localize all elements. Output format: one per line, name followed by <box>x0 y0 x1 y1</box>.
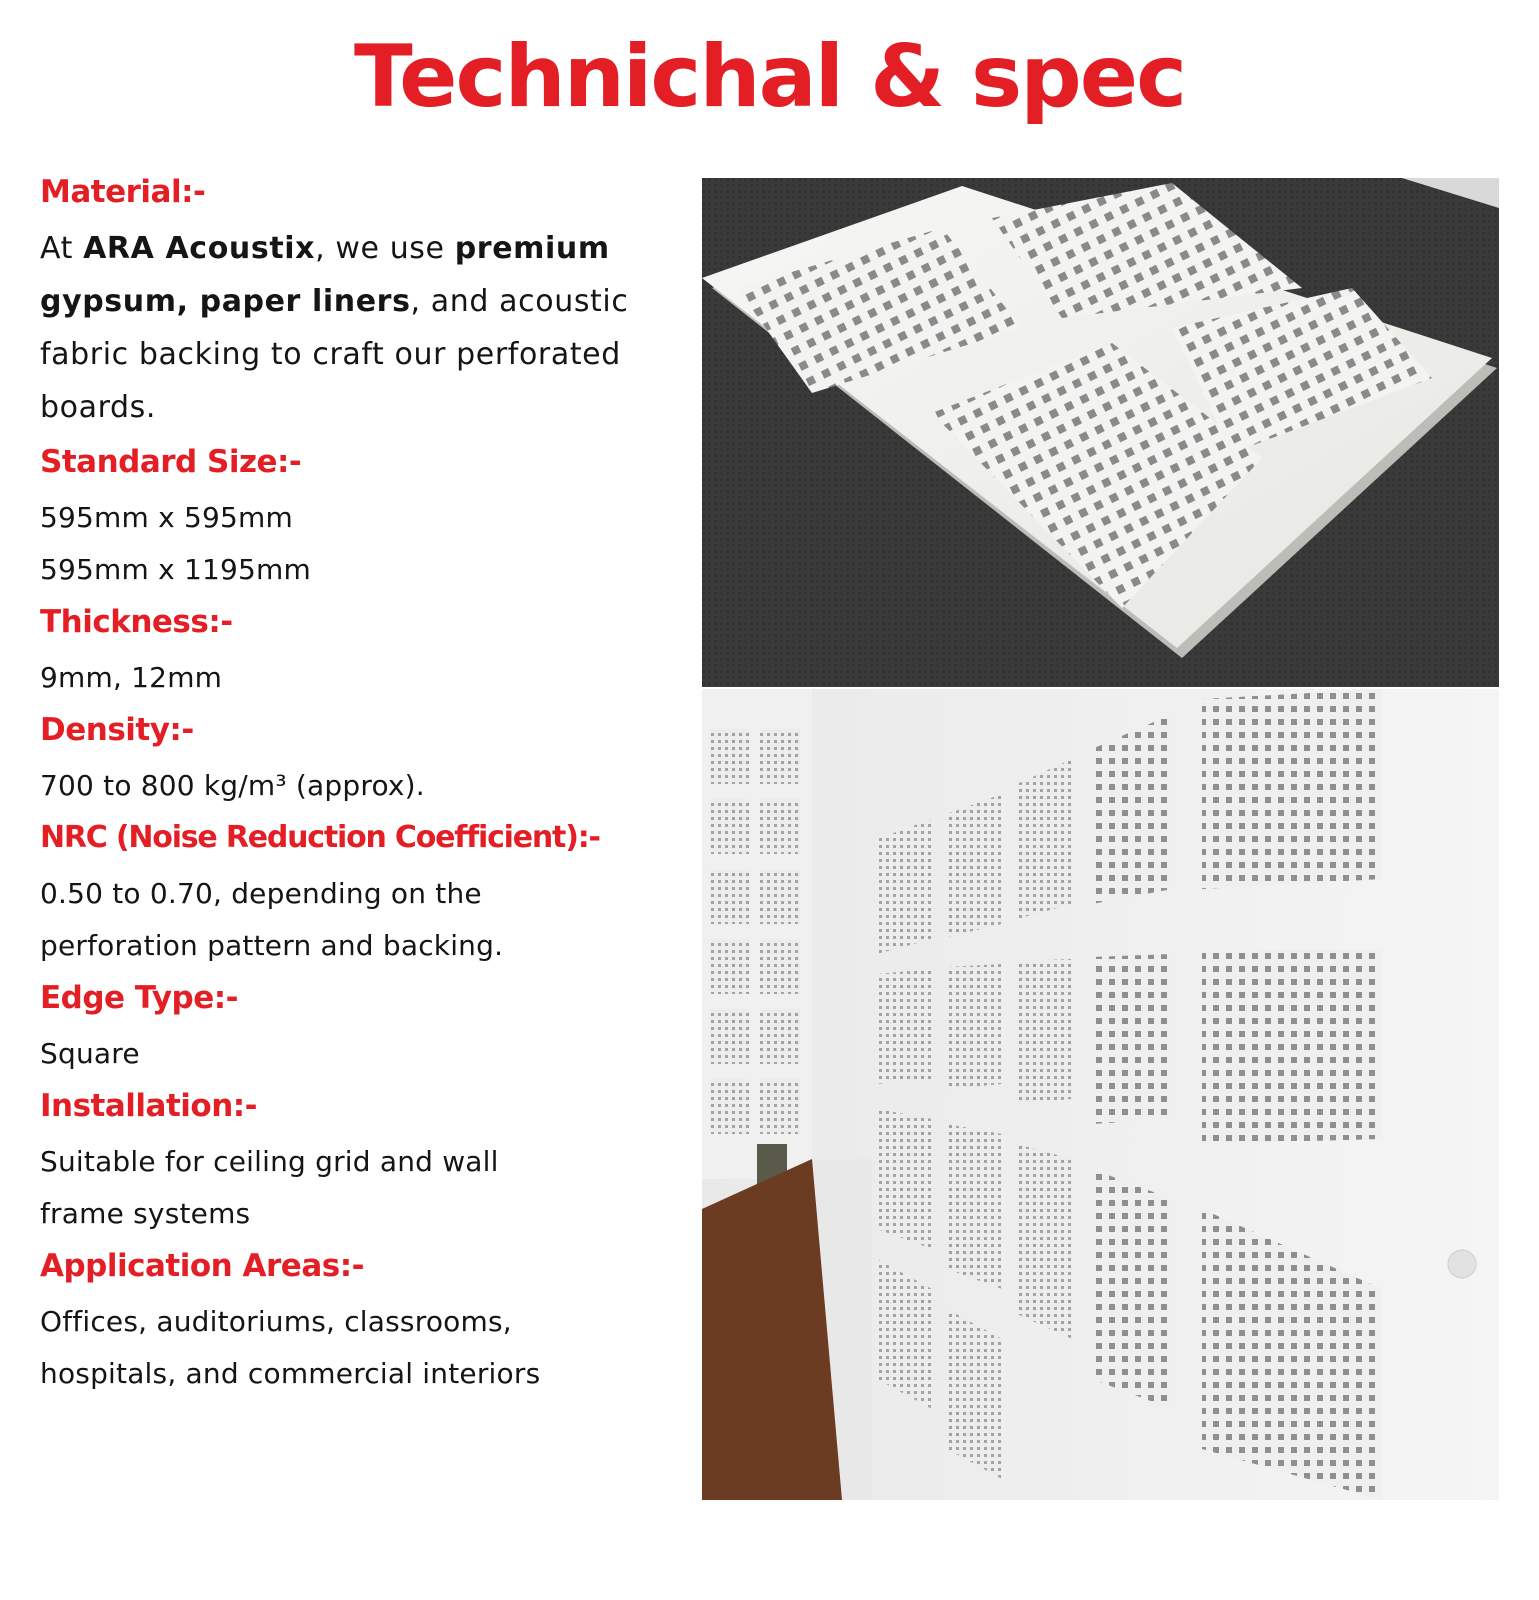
edge-type-value: Square <box>40 1037 140 1070</box>
standard-size-line: 595mm x 1195mm <box>40 553 311 586</box>
page-title: Technichal & spec <box>353 27 1186 127</box>
edge-type-heading: Edge Type:- <box>40 980 239 1016</box>
application-areas-heading: Application Areas:- <box>40 1248 364 1284</box>
installed-wall-illustration <box>702 689 1499 1500</box>
density-heading: Density:- <box>40 712 194 748</box>
nrc-value: 0.50 to 0.70, depending on the perforation pattern and backing. <box>40 877 504 962</box>
standard-size-values <box>40 492 670 596</box>
installation-value: Suitable for ceiling grid and wall frame systems <box>40 1145 499 1230</box>
nrc-heading: NRC (Noise Reduction Coefficient):- <box>40 820 600 855</box>
material-heading: Material:- <box>40 174 206 210</box>
brand-name: ARA Acoustix <box>83 231 316 266</box>
density-value: 700 to 800 kg/m³ (approx). <box>40 769 425 802</box>
standard-size-line: 595mm x 595mm <box>40 501 293 534</box>
application-areas-value: Offices, auditoriums, classrooms, hospitals, and commercial interiors <box>40 1305 541 1390</box>
material-intro-part-3: , and acoustic fabric backing to craft our perforated boards. <box>40 284 629 425</box>
material-intro-part-2: , we use <box>315 231 455 266</box>
thickness-heading: Thickness:- <box>40 604 233 640</box>
thickness-value: 9mm, 12mm <box>40 661 223 694</box>
material-highlight: premium gypsum, paper liners <box>40 231 610 319</box>
installation-heading: Installation:- <box>40 1088 258 1124</box>
material-intro-part-1: At <box>40 231 84 266</box>
installed-wall-photo <box>702 689 1499 1500</box>
spec-list <box>40 172 670 1406</box>
material-description <box>40 222 670 434</box>
board-sample-illustration <box>702 178 1499 687</box>
board-sample-photo <box>702 178 1499 687</box>
standard-size-heading: Standard Size:- <box>40 444 302 480</box>
